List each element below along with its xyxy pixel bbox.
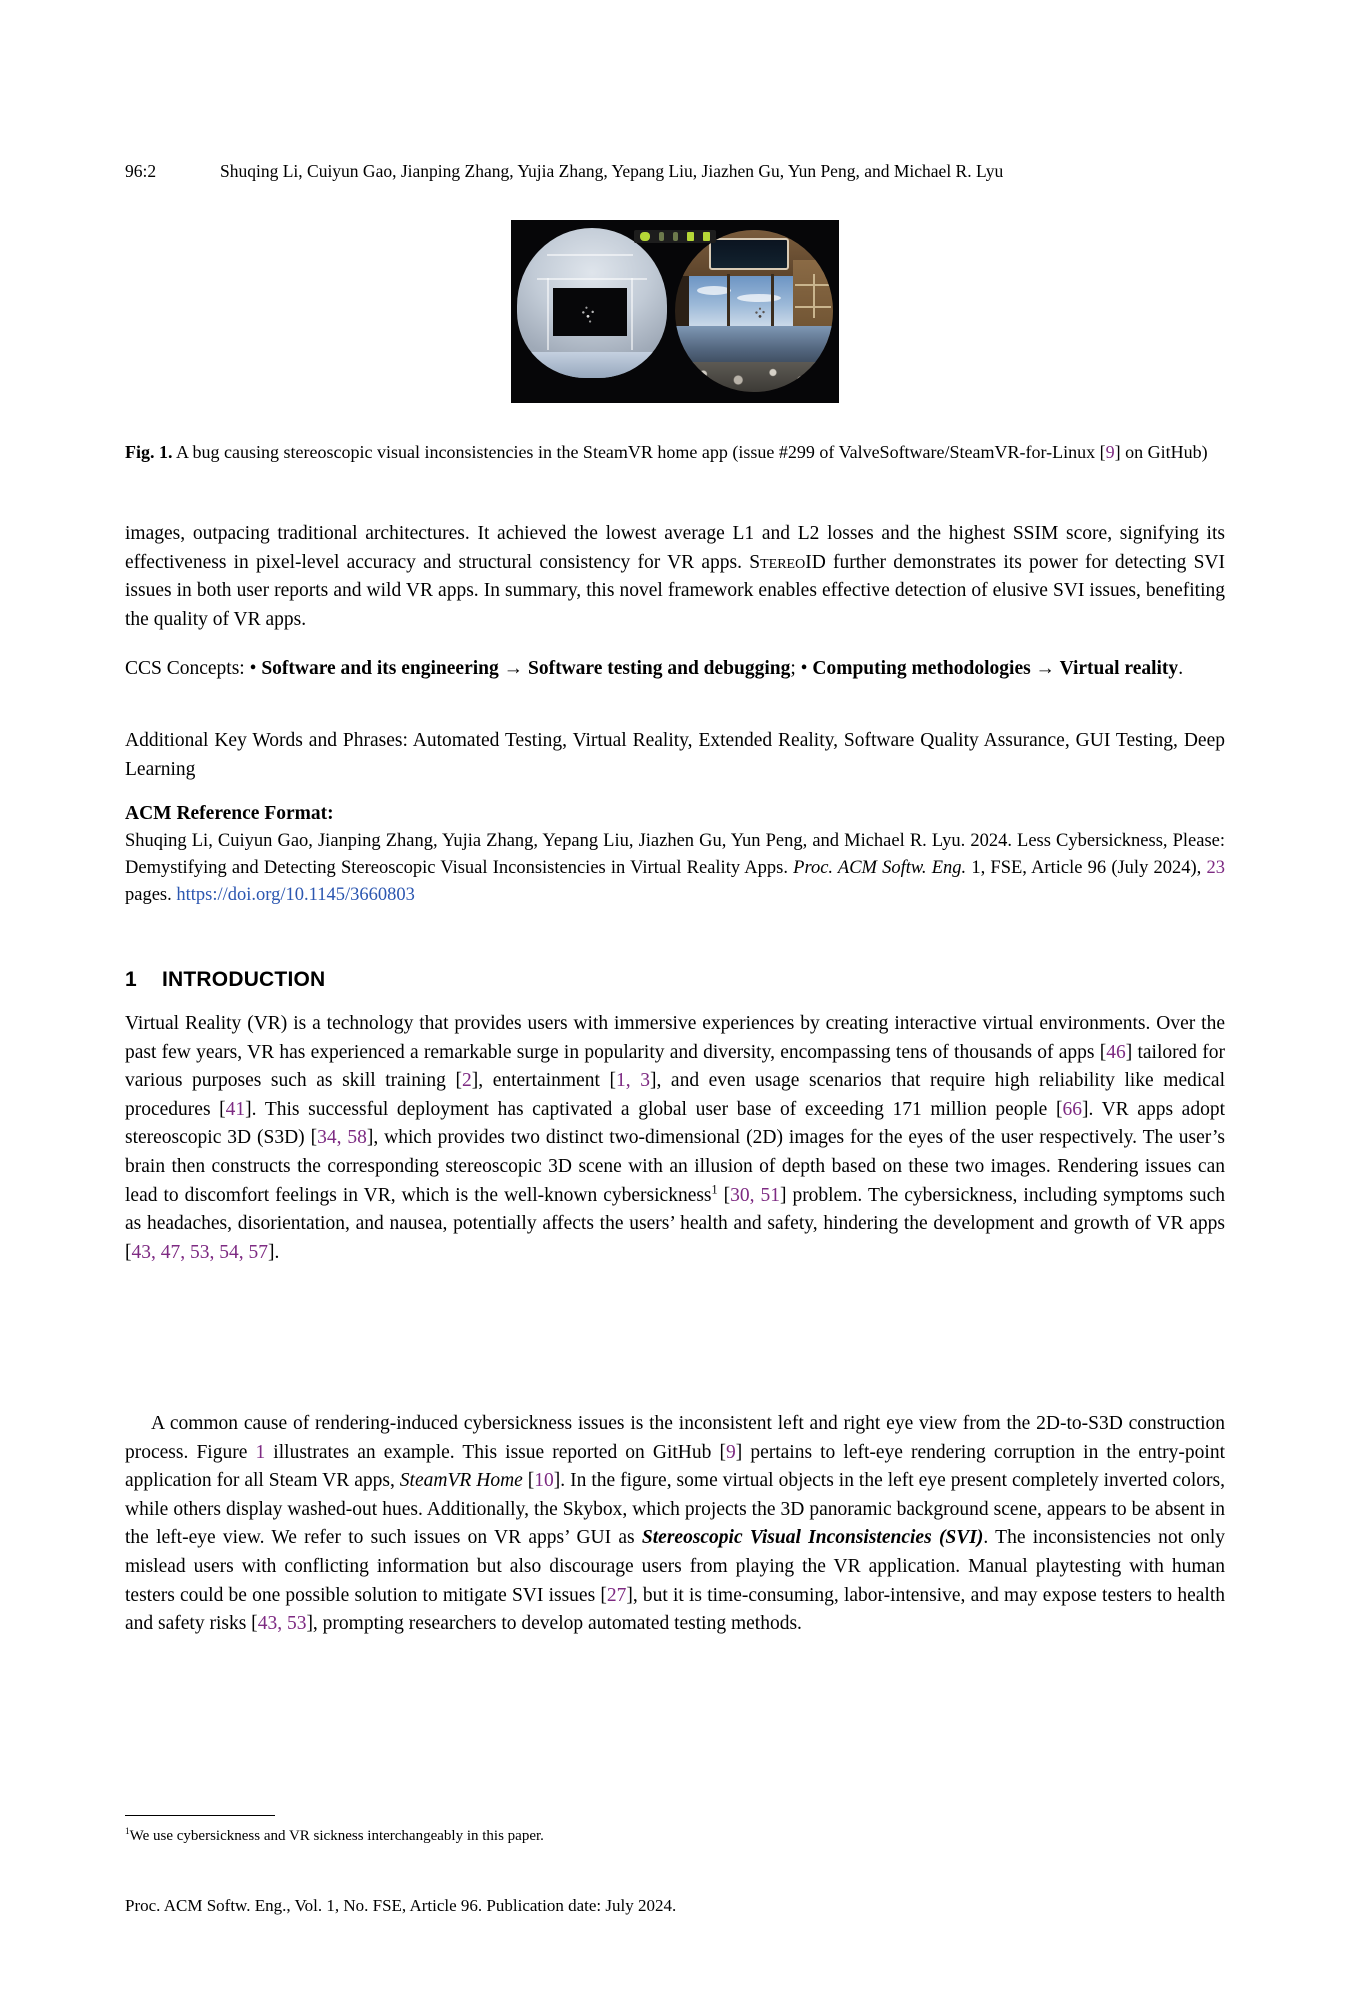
running-head — [125, 160, 1225, 182]
right-eye-view — [675, 230, 833, 392]
citation-ref[interactable]: 34, 58 — [317, 1127, 367, 1149]
left-eye-beam — [547, 278, 549, 350]
page-folio: 96:2 — [125, 161, 157, 181]
ccs-concepts — [125, 655, 1225, 684]
abstract-text-2: further demonstrates its power for detecting SVI issues in both user reports and wild VR apps. In summary, this novel framework enables effective detection of elusive SVI issues, benefiting the quality of VR apps. — [125, 551, 1225, 630]
intro-paragraph-2 — [125, 1410, 1225, 1639]
pill-icon — [640, 232, 650, 241]
abstract-text-1: images, outpacing traditional architectures. It achieved the lowest average L1 and L2 losses and the highest SSIM score, signifying its effectiveness in pixel-level accuracy and structural consistency for VR apps. — [125, 523, 1225, 573]
ccs-end: . — [1178, 658, 1184, 679]
citation-ref[interactable]: 66 — [1062, 1098, 1082, 1120]
footnote-1 — [125, 1826, 1225, 1847]
left-eye-view — [517, 228, 667, 378]
left-eye-floor — [517, 352, 667, 378]
figure-ref[interactable]: 1 — [255, 1441, 266, 1463]
ccs-separator: ; — [790, 658, 801, 679]
footnote-rule — [125, 1815, 275, 1816]
figure-caption-citation[interactable]: 9 — [1105, 442, 1115, 462]
citation-ref[interactable]: 27 — [606, 1584, 627, 1606]
acm-reference-line-2: 1, FSE, Article 96 (July 2024), — [966, 858, 1207, 878]
p1-text-2: ] tailored for various purposes such as skill training [ — [125, 1041, 1225, 1092]
p2-text-3: ] pertains to left-eye rendering corruption in the entry-point application for all Steam VR apps, — [125, 1441, 1225, 1492]
acm-reference-body — [125, 828, 1225, 909]
right-eye-window-mullion — [771, 274, 774, 330]
pointer-icon — [659, 232, 664, 241]
right-eye-tree — [749, 302, 771, 326]
p2-text-2: illustrates an example. This issue reported on GitHub [ — [265, 1441, 726, 1463]
p2-text-6: . The inconsistencies not only mislead users with conflicting information but also discourage users from playing the VR application. Manual playtesting with human testers could be one possible solution to mitigate SVI issues [ — [125, 1527, 1225, 1606]
citation-ref[interactable]: 41 — [225, 1098, 246, 1120]
figure-caption-text-2: ] on GitHub) — [1114, 442, 1208, 462]
citation-ref[interactable]: 2 — [461, 1070, 472, 1092]
citation-ref[interactable]: 46 — [1106, 1041, 1126, 1063]
right-eye-window-mullion — [727, 274, 730, 330]
citation-ref[interactable]: 30, 51 — [730, 1184, 780, 1206]
p2-text-4: [ — [522, 1470, 535, 1492]
running-head-authors: Shuqing Li, Cuiyun Gao, Jianping Zhang, Yujia Zhang, Yepang Liu, Jiazhen Gu, Yun Peng, and Michael R. Lyu — [220, 161, 1004, 181]
footnote-text: We use cybersickness and VR sickness interchangeably in this paper. — [129, 1828, 544, 1844]
p2-text-5: ]. In the figure, some virtual objects in the left eye present completely inverted colors, while others display washed-out hues. Additionally, the Skybox, which projects the 3D panoramic background scene, appears to be absent in the left-eye view. We refer to such issues on VR apps’ GUI as — [125, 1470, 1225, 1549]
abstract-continuation — [125, 520, 1225, 634]
p1-text-7: ], which provides two distinct two-dimensional (2D) images for the eyes of the user respectively. The user’s brain then constructs the corresponding stereoscopic 3D scene with an illusion of depth based on these two images. Rendering issues can lead to discomfort feelings in VR, which is the well-known cybersickness — [125, 1127, 1226, 1206]
app-name: SteamVR Home — [399, 1470, 523, 1492]
intro-paragraph-1 — [125, 1010, 1225, 1267]
left-eye-beam — [631, 278, 633, 350]
right-eye-cloud — [697, 286, 731, 295]
acm-reference-line-3: pages. — [125, 885, 177, 905]
p1-text-3: ], entertainment [ — [471, 1070, 616, 1092]
right-eye-water — [675, 326, 833, 364]
right-eye-shelf — [813, 274, 815, 318]
citation-ref[interactable]: 1, 3 — [615, 1070, 650, 1092]
page-footer: Proc. ACM Softw. Eng., Vol. 1, No. FSE, Article 96. Publication date: July 2024. — [125, 1896, 677, 1915]
section-number: 1 — [125, 968, 137, 991]
left-eye-beam — [547, 254, 633, 256]
figure-caption — [125, 440, 1225, 465]
acm-reference-heading: ACM Reference Format: — [125, 803, 334, 824]
acm-reference-journal: Proc. ACM Softw. Eng. — [793, 858, 967, 878]
square-icon — [703, 232, 710, 241]
vr-toolbar — [634, 230, 716, 243]
p2-text-1: A common cause of rendering-induced cybersickness issues is the inconsistent left and right eye view from the 2D-to-S3D construction process. Figure — [125, 1413, 1225, 1463]
p2-text-7: ], but it is time-consuming, labor-intensive, and may expose testers to health and safety risks [ — [125, 1584, 1226, 1635]
p2-text-8: ], prompting researchers to develop automated testing methods. — [306, 1613, 802, 1635]
footnote-number: 1 — [125, 1827, 130, 1837]
right-eye-shore — [675, 362, 833, 392]
pointer-icon — [673, 232, 678, 241]
citation-ref[interactable]: 43, 47, 53, 54, 57 — [131, 1241, 268, 1263]
acm-reference-line-1: Shuqing Li, Cuiyun Gao, Jianping Zhang, Yujia Zhang, Yepang Liu, Jiazhen Gu, Yun Peng, and Michael R. Lyu. 2024. Less Cybersickness, Please: Demystifying and Detecting Stereoscopic Visual Inconsistencies in Virtual Reality Apps. — [125, 831, 1225, 878]
keywords-block: Additional Key Words and Phrases: Automated Testing, Virtual Reality, Extended Reality, Software Quality Assurance, GUI Testing, Deep Learning — [125, 730, 1225, 780]
p1-text-8: [ — [717, 1184, 731, 1206]
vr-stereoscopic-screenshot — [511, 220, 839, 403]
ccs-concept-1: Software and its engineering → Software testing and debugging — [261, 658, 791, 679]
figure-1-container — [0, 220, 1350, 408]
citation-ref[interactable]: 9 — [725, 1441, 736, 1463]
tool-name: StereoID — [749, 551, 826, 573]
figure-caption-text-1: A bug causing stereoscopic visual inconsistencies in the SteamVR home app (issue #299 of ValveSoftware/SteamVR-for-Linux [ — [176, 442, 1106, 462]
p1-text-4: ], and even usage scenarios that require high reliability like medical procedures [ — [125, 1070, 1225, 1120]
footnote-marker[interactable]: 1 — [711, 1182, 718, 1197]
doi-link[interactable]: https://doi.org/10.1145/3660803 — [176, 885, 415, 905]
right-eye-cloud — [737, 294, 781, 302]
section-heading-introduction — [125, 968, 1225, 992]
p1-text-5: ]. This successful deployment has captivated a global user base of exceeding 171 million people [ — [245, 1098, 1063, 1120]
citation-ref[interactable]: 10 — [534, 1470, 554, 1492]
right-eye-skylight — [709, 238, 789, 270]
left-eye-tree — [575, 302, 601, 328]
svi-term: Stereoscopic Visual Inconsistencies (SVI) — [641, 1527, 984, 1549]
ccs-label: CCS Concepts: — [125, 658, 250, 679]
p1-text-9: ] problem. The cybersickness, including symptoms such as headaches, disorientation, and nausea, potentially affects the users’ health and safety, hindering the development and growth of VR apps [ — [125, 1184, 1225, 1263]
section-title: INTRODUCTION — [162, 968, 326, 991]
acm-reference-pages[interactable]: 23 — [1206, 858, 1225, 878]
ccs-bullet-2: • — [800, 658, 813, 679]
citation-ref[interactable]: 43, 53 — [257, 1613, 307, 1635]
square-icon — [687, 232, 694, 241]
ccs-concept-2: Computing methodologies → Virtual reality — [812, 658, 1179, 679]
p1-text-10: ]. — [268, 1241, 280, 1263]
right-eye-sky — [689, 276, 799, 328]
figure-caption-label: Fig. 1. — [125, 442, 173, 462]
ccs-bullet-1: • — [249, 658, 262, 679]
p1-text-6: ]. VR apps adopt stereoscopic 3D (S3D) [ — [125, 1098, 1226, 1149]
p1-text-1: Virtual Reality (VR) is a technology that provides users with immersive experiences by creating interactive virtual environments. Over the past few years, VR has experienced a remarkable surge in popularity and diversity, encompassing tens of thousands of apps [ — [125, 1013, 1225, 1063]
